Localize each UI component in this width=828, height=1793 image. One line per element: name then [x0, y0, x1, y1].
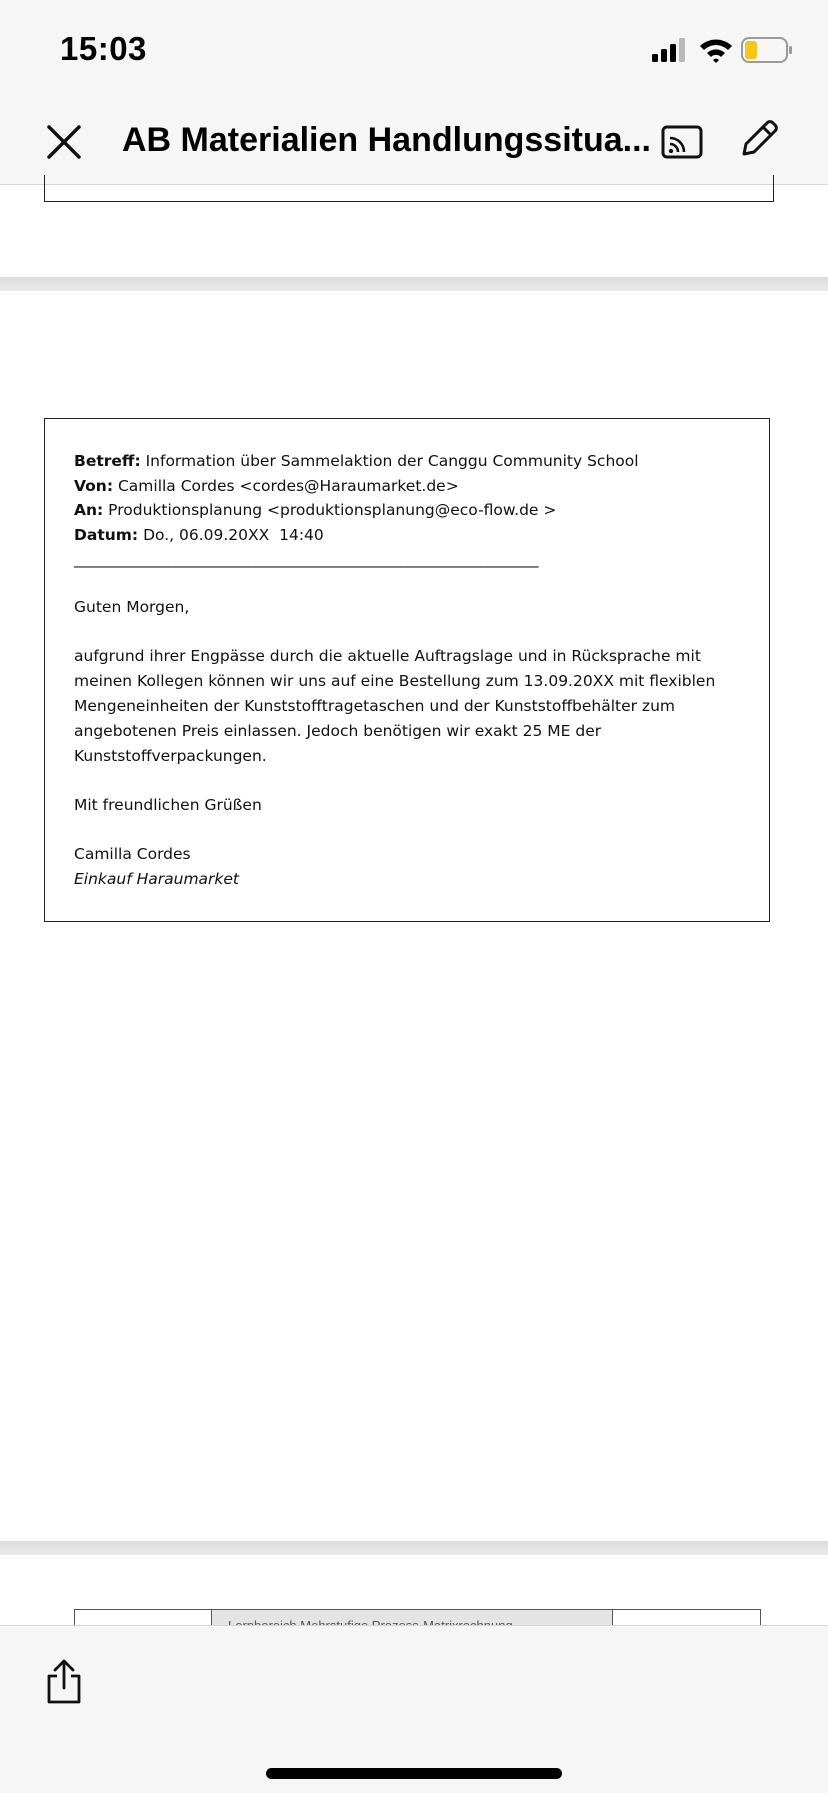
share-icon[interactable]	[44, 1658, 84, 1706]
email-subject-line	[74, 449, 741, 474]
email-greeting: Guten Morgen,	[74, 598, 190, 616]
document-title: AB Materialien Handlungssitua...	[122, 121, 651, 159]
to-value: Produktionsplanung <produktionsplanung@eco-flow.de >	[108, 501, 557, 519]
signal-icon	[652, 38, 688, 62]
email-box	[44, 418, 770, 922]
date-label: Datum:	[74, 525, 139, 544]
status-bar	[0, 0, 828, 100]
bottom-toolbar	[0, 1625, 828, 1793]
pencil-icon[interactable]	[736, 116, 782, 162]
page-separator	[0, 277, 828, 291]
subject-label: Betreff:	[74, 452, 141, 470]
battery-icon	[741, 36, 793, 64]
email-to-line	[74, 498, 741, 523]
status-time: 15:03	[60, 30, 147, 67]
from-value: Camilla Cordes <cordes@Haraumarket.de>	[117, 476, 459, 495]
email-closing: Mit freundlichen Grüßen	[74, 796, 262, 814]
cast-icon[interactable]	[660, 122, 704, 162]
close-icon[interactable]	[44, 122, 84, 162]
email-date-line	[74, 523, 741, 548]
nav-bar	[0, 100, 828, 185]
email-body: aufgrund ihrer Engpässe durch die aktuelle Auftragslage und in Rücksprache mit meinen Kollegen können wir uns auf eine Bestellung zum 13.09.20XX mit flexiblen Mengeneinheiten der Kunststofftragetaschen und der Kunststoffbehälter zum angebotenen Preis einlassen. Jedoch benötigen wir exakt 25 ME der Kunststoffverpackungen.	[74, 647, 716, 765]
subject-value: Information über Sammelaktion der Canggu Community School	[145, 452, 639, 470]
email-divider: ________________________________________________________________	[74, 550, 538, 568]
wifi-icon	[698, 36, 734, 64]
home-indicator[interactable]	[266, 1768, 562, 1779]
date-value: Do., 06.09.20XX 14:40	[143, 525, 324, 544]
signature-name: Camilla Cordes	[74, 845, 191, 863]
email-from-line	[74, 474, 741, 499]
to-label: An:	[74, 501, 104, 519]
page-separator	[0, 1541, 828, 1555]
document-viewer[interactable]	[0, 185, 828, 1625]
from-label: Von:	[74, 476, 114, 495]
signature-role: Einkauf Haraumarket	[74, 870, 240, 888]
previous-page-box	[44, 175, 774, 202]
